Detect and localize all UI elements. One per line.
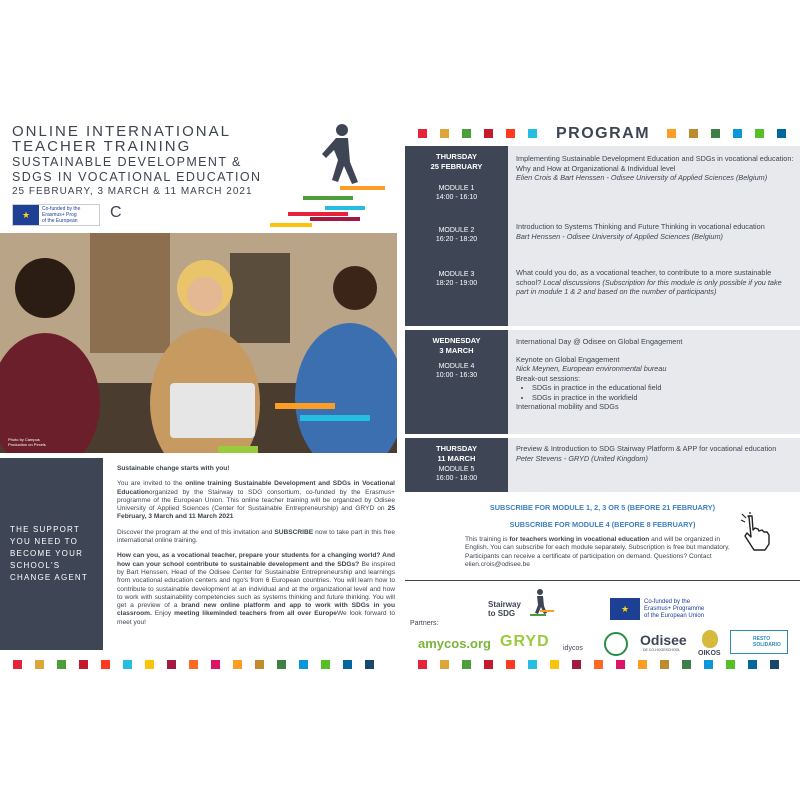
partners-label: Partners: [410,620,439,627]
text-span: now to take part in this free international online training. [117,528,396,545]
color-square [748,660,757,669]
eu-flag-icon: ★ [13,205,39,225]
subscription-info [465,536,745,569]
training-dates: 25 FEBRUARY, 3 MARCH & 11 MARCH 2021 [12,186,253,197]
text-span: and will be organized in English. You can subscribe for each module separately. Subscription is free but mandatory. Participants can receive a certificate of participation on demand. Questions? Contact elien.crois@odisee.be [465,536,730,568]
session-title: Implementing Sustainable Development Education and SDGs in vocational education: Why and How at Organizational & Individual level [516,154,794,173]
module-label [405,270,508,288]
weekday-label: THURSDAY [436,152,477,161]
module-label [405,362,508,380]
subscribe-link-module-4[interactable]: SUBSCRIBE FOR MODULE 4 (BEFORE 8 FEBRUARY) [509,520,696,529]
day-sidebar [405,330,508,434]
session-speaker: Elien Crois & Bart Henssen - Odisee University of Applied Sciences (Belgium) [516,173,768,182]
audience-text: for teachers working in vocational education [509,536,650,543]
color-square [255,660,264,669]
partner-logo-gryd: GRYD [500,633,550,650]
invitation-body [117,465,395,634]
color-square [726,660,735,669]
stairway-logo-icon [526,588,556,618]
session-entry [516,268,796,297]
session-note: Local discussions (Subscription for this module is only possible if you take part in module 1 & 2 and based on the number of participants) [516,277,782,296]
subtitle-line-1: SUSTAINABLE DEVELOPMENT & [12,155,242,169]
session-entry [516,222,796,241]
module-name: MODULE 2 [438,227,475,234]
color-square [211,660,220,669]
partner-logo-oikos: OIKOS [698,650,721,657]
subscribe-link-modules-1-2-3-5[interactable]: SUBSCRIBE FOR MODULE 1, 2, 3 OR 5 (BEFORE 21 FEBRUARY) [489,503,716,512]
tagline-line: YOU NEED TO [10,537,79,546]
solidario-text: RESTO SOLIDARIO [753,636,781,648]
color-square [777,129,786,138]
color-square [418,129,427,138]
color-square [528,129,537,138]
color-square [638,660,647,669]
color-square [299,660,308,669]
text-span: Be inspired by Bart Henssen, Head of the Odisee Center for Sustainable Entrepreneurship and learnings from vocational education centers and ngo's from 6 European countries. You will learn how to contribute to sustainable development at an individual and at the organizational level and how to work with sustainability competencies such as systems thinking and future thinking. You will get a preview of a [117,560,395,610]
color-square [418,660,427,669]
color-square [440,660,449,669]
module-label [405,184,508,202]
module-time: 16:20 - 18:20 [435,236,478,243]
photo-illustration [0,233,397,453]
session-title: International Day @ Odisee on Global Engagement [516,337,683,346]
title-line-2: TEACHER TRAINING [12,138,192,155]
color-square [57,660,66,669]
invitation-paragraph-3 [117,552,395,627]
color-square [528,660,537,669]
module-label [405,465,508,483]
color-square [233,660,242,669]
text-span: organized by the Stairway to SDG consortium, co-funded by the Erasmus+ programme of the European Union. This online teacher training will be organized by Odisee University of Applied Sciences (Center for Sustainable Entrepreneurship) and GRYD on [117,488,395,513]
eu-logo-text: Co-funded by the Erasmus+ Prog of the European [42,206,81,224]
color-square [484,129,493,138]
invitation-paragraph-2 [117,529,395,546]
date-label: 3 MARCH [439,346,474,355]
color-square [506,660,515,669]
day-sidebar [405,146,508,326]
partner-logo-odisee: Odisee [640,632,687,648]
color-square [733,129,742,138]
eu-cofunded-logo [610,596,730,622]
stair-step [288,212,348,216]
photo-credit: Photo by Campus Production on Pexels [8,437,46,447]
date-label: 11 MARCH [437,454,476,463]
color-square [79,660,88,669]
sdg-color-squares-bottom [418,660,779,669]
oikos-mark-icon [702,630,718,648]
text-span: This training is [465,536,510,543]
stairway-to-sdg-logo [488,588,556,622]
module-time: 10:00 - 16:30 [435,372,478,379]
partner-logo-resto-solidario [730,630,788,654]
teachers-photo [0,233,397,453]
stair-step [340,186,385,190]
color-square [462,660,471,669]
color-square [506,129,515,138]
session-title: International mobility and SDGs [516,402,619,411]
subscribe-word: SUBSCRIBE [274,528,314,536]
stair-step [303,196,353,200]
session-speaker: Peter Stevens - GRYD (United Kingdom) [516,453,648,463]
weekday-label: WEDNESDAY [432,336,481,345]
color-square [711,129,720,138]
day-sidebar [405,438,508,492]
module-time: 14:00 - 16:10 [435,194,478,201]
partner-circle-logo-icon [604,632,628,656]
module-name: MODULE 4 [438,363,475,370]
color-square [689,129,698,138]
partner-odisee-subtitle: DE CO-HOGESCHOOL [643,648,681,652]
color-square [770,660,779,669]
tagline-line: BECOME YOUR [10,549,84,558]
module-time: 18:20 - 19:00 [435,280,478,287]
color-square [343,660,352,669]
tagline-line: THE SUPPORT [10,525,80,534]
color-square [550,660,559,669]
color-square [572,660,581,669]
sdg-color-squares-top [667,129,786,138]
meeting-text: meeting likeminded teachers from all over Europe [174,610,337,618]
invitation-paragraph-1 [117,480,395,521]
stair-step [270,223,312,227]
training-name: online training Sustainable Development and SDGs in Vocational Education [117,480,396,496]
color-square [365,660,374,669]
color-square [145,660,154,669]
sdg-color-squares-top [418,129,537,138]
tagline-line: SCHOOL'S [10,561,61,570]
day-content [516,146,796,326]
color-square [704,660,713,669]
logo-line: to SDG [488,609,516,618]
eu-cofunded-logo [12,204,100,226]
module-name: MODULE 3 [438,271,475,278]
module-name: MODULE 1 [438,185,475,192]
text-span: Discover the program at the end of this invitation and [117,528,275,536]
heading-text: Sustainable change starts with you! [117,465,230,472]
subtitle-line-2: SDGS IN VOCATIONAL EDUCATION [12,170,262,184]
sdg-color-squares-bottom [13,660,374,669]
date-label: 25 FEBRUARY [430,162,483,171]
invitation-heading [117,465,395,473]
color-square [667,129,676,138]
pointing-hand-icon [740,512,780,552]
text-span: Enjoy [151,610,175,618]
list-item: • SDGs in practice in the workfield [532,393,796,403]
day-block-3 [405,438,800,492]
partner-logo-amycos: amycos.org [418,636,491,651]
session-title: Introduction to Systems Thinking and Future Thinking in vocational education [516,222,765,231]
stair-step [325,206,365,210]
day-heading [405,152,508,172]
day-block-2 [405,330,800,434]
color-square [123,660,132,669]
color-square [440,129,449,138]
day-block-1 [405,146,800,326]
color-square [35,660,44,669]
platform-text: brand new online platform and app to work with SDGs in you classroom. [117,602,395,618]
walking-person-icon [322,124,358,184]
logo-fragment: C [110,204,122,221]
stairway-illustration [270,120,400,230]
session-speaker: Bart Henssen - Odisee University of Applied Sciences (Belgium) [516,231,723,241]
color-square [101,660,110,669]
color-square [616,660,625,669]
color-square [321,660,330,669]
color-square [189,660,198,669]
text-span: You are invited to the [117,480,186,488]
color-square [462,129,471,138]
stair-step [310,217,360,221]
tagline-line: CHANGE AGENT [10,573,88,582]
eu-logo-text: Co-funded by the Erasmus+ Programme of the European Union [644,598,705,619]
text-span: We look forward to meet you! [117,610,395,626]
question-text: How can you, as a vocational teacher, prepare your students for a changing world? And how can your school contribute to sustainable development and the SDGs? [117,552,395,568]
stairway-logo-text [488,600,521,618]
module-time: 16:00 - 18:00 [435,475,478,482]
color-square [484,660,493,669]
eu-flag-icon: ★ [610,598,640,620]
section-divider [405,580,800,581]
session-title: What could you do, as a vocational teacher, to contribute to a more sustainable school? [516,268,772,287]
color-square [660,660,669,669]
training-dates-inline: 25 February, 3 March and 11 March 2021 [117,505,395,521]
day-heading [405,336,508,356]
session-entry [516,444,796,463]
color-square [277,660,286,669]
session-entry [516,337,796,412]
title-line-1: ONLINE INTERNATIONAL [12,123,231,140]
day-content [516,330,796,434]
program-title: PROGRAM [556,125,651,142]
breakout-label: Break-out sessions: [516,373,581,383]
color-square [13,660,22,669]
keynote-title: Keynote on Global Engagement [516,354,620,364]
day-content [516,438,796,492]
color-square [167,660,176,669]
color-square [594,660,603,669]
breakout-list [526,383,796,402]
list-item: • SDGs in practice in the educational field [532,383,796,393]
module-name: MODULE 5 [438,466,475,473]
color-square [682,660,691,669]
session-entry [516,154,796,183]
logo-line: Stairway [488,600,521,609]
module-label [405,226,508,244]
day-heading [405,444,508,464]
tagline-text [0,524,88,584]
partner-logo-idycos: idycos [563,645,583,652]
weekday-label: THURSDAY [436,444,477,453]
tagline-panel [0,458,103,650]
training-title [12,124,312,184]
color-square [755,129,764,138]
session-speaker: Nick Meynen, European environmental bureau [516,364,667,373]
session-title: Preview & Introduction to SDG Stairway Platform & APP for vocational education [516,444,777,453]
